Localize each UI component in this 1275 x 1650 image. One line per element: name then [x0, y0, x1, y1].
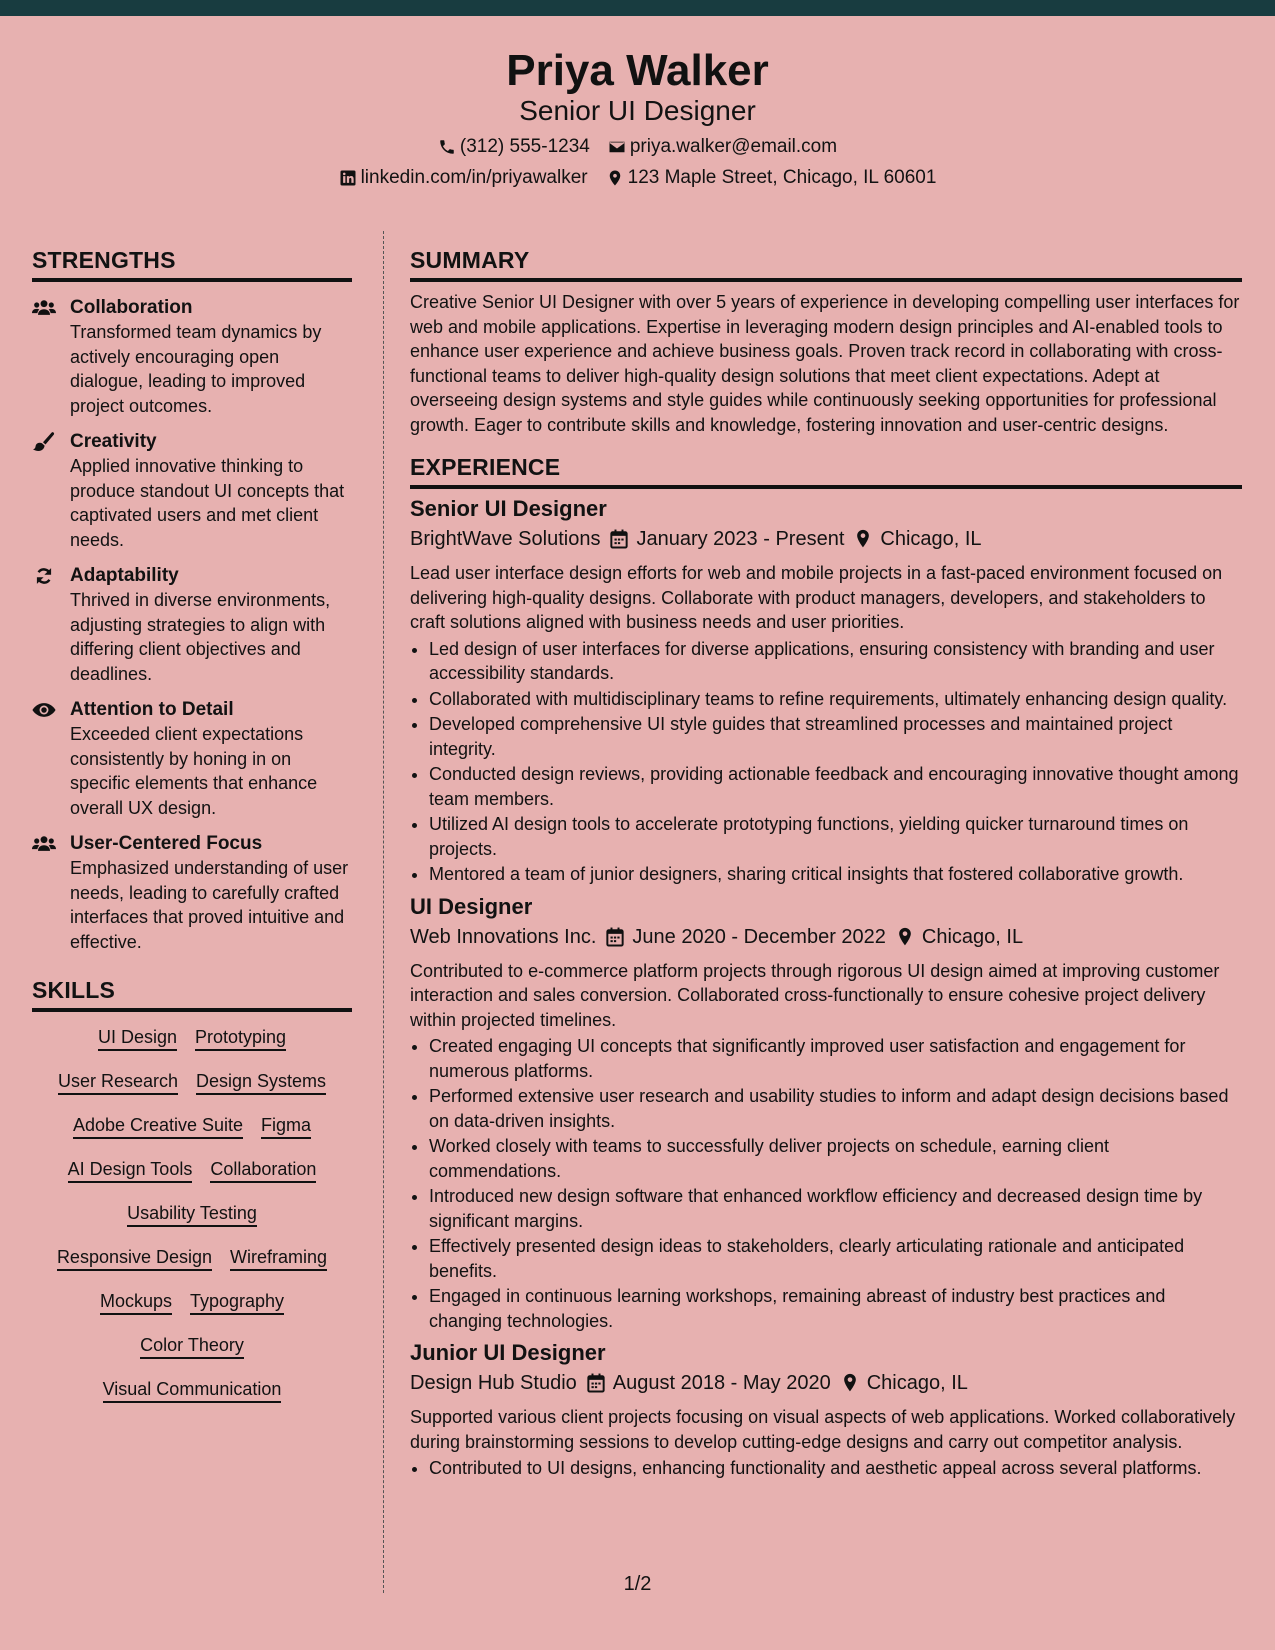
- map-pin-icon: [854, 529, 872, 549]
- email-text: priya.walker@email.com: [629, 136, 838, 157]
- location-text: Chicago, IL: [866, 1372, 968, 1394]
- bullet-item: • Contributed to UI designs, enhancing functionality and aesthetic appeal across several platforms.: [429, 1456, 1242, 1481]
- skill-tag: Figma: [261, 1114, 311, 1139]
- job-entry: [410, 893, 1242, 1334]
- strengths-heading: STRENGTHS: [32, 244, 352, 282]
- skill-row: [32, 1378, 352, 1403]
- address-contact: [606, 166, 937, 190]
- skill-row: [32, 1246, 352, 1271]
- strength-item: [32, 564, 352, 686]
- location-text: Chicago, IL: [880, 528, 982, 550]
- strength-item: [32, 430, 352, 552]
- job-meta: [410, 1369, 1242, 1397]
- bullet-item: • Utilized AI design tools to accelerate prototyping functions, yielding quicker turnaround times on projects.: [429, 812, 1242, 861]
- skills-heading: SKILLS: [32, 974, 352, 1012]
- job-entry: [410, 1339, 1242, 1481]
- experience-heading: EXPERIENCE: [410, 451, 1242, 489]
- strength-title: Creativity: [70, 431, 157, 452]
- skill-tag: Collaboration: [210, 1158, 316, 1183]
- skill-tag: Prototyping: [195, 1026, 286, 1051]
- contact-row-1: [0, 135, 1275, 159]
- calendar-icon: [610, 529, 628, 549]
- strength-description: Emphasized understanding of user needs, leading to carefully crafted interfaces that proved intuitive and effective.: [70, 858, 349, 952]
- strength-description: Transformed team dynamics by actively encouraging open dialogue, leading to improved project outcomes.: [70, 322, 322, 416]
- envelope-icon: [608, 138, 626, 156]
- calendar-icon: [606, 927, 624, 947]
- bullet-item: • Performed extensive user research and usability studies to inform and adapt design decisions based on data-driven insights.: [429, 1084, 1242, 1133]
- location-text: Chicago, IL: [921, 925, 1024, 948]
- skills-list: [32, 1026, 352, 1403]
- linkedin-icon: [339, 169, 357, 187]
- strength-title: Attention to Detail: [70, 699, 234, 720]
- job-meta: [410, 525, 1242, 553]
- job-bullets: [410, 1456, 1242, 1481]
- linkedin-contact[interactable]: [339, 166, 588, 190]
- skill-row: [32, 1070, 352, 1095]
- job-description: Supported various client projects focusing on visual aspects of web applications. Worked collaboratively during brainstorming sessions to develop cutting-edge designs and carry out competitor analysis.: [410, 1407, 1236, 1452]
- skill-tag: Wireframing: [230, 1246, 327, 1271]
- skill-row: [32, 1202, 352, 1227]
- bullet-item: • Conducted design reviews, providing actionable feedback and encouraging innovative thought among team members.: [429, 762, 1242, 811]
- candidate-title: Senior UI Designer: [519, 95, 756, 126]
- skill-row: [32, 1334, 352, 1359]
- job-location: [896, 923, 1023, 951]
- strength-description: Exceeded client expectations consistently by honing in on specific elements that enhance overall UX design.: [70, 724, 318, 818]
- skill-tag: Usability Testing: [127, 1202, 257, 1227]
- email-contact[interactable]: [608, 135, 837, 159]
- job-title: Senior UI Designer: [410, 496, 607, 521]
- skill-tag: Mockups: [100, 1290, 172, 1315]
- bullet-item: • Worked closely with teams to successfully deliver projects on schedule, earning client commendations.: [429, 1134, 1242, 1183]
- job-location: [854, 525, 981, 553]
- linkedin-text: linkedin.com/in/priyawalker: [360, 167, 588, 188]
- summary-text: Creative Senior UI Designer with over 5 years of experience in developing compelling user interfaces for web and mobile applications. Expertise in leveraging modern design principles and AI-enabled tools to enhance user experience and achieve business goals. Proven track record in collaborating with cross-functional teams to deliver high-quality design solutions that meet client expectations. Adept at overseeing design systems and style guides while continuously seeking opportunities for professional growth. Eager to contribute skills and knowledge, fostering innovation and user-centric designs.: [410, 292, 1240, 435]
- strength-item: [32, 296, 352, 418]
- job-title: UI Designer: [410, 893, 533, 919]
- bullet-item: • Developed comprehensive UI style guides that streamlined processes and maintained project integrity.: [429, 712, 1242, 761]
- strength-description: Thrived in diverse environments, adjusting strategies to align with differing client objectives and deadlines.: [70, 590, 331, 684]
- job-bullets: [410, 637, 1242, 887]
- column-divider: [383, 231, 384, 1593]
- map-pin-icon: [896, 927, 914, 947]
- job-location: [841, 1369, 968, 1397]
- phone-contact[interactable]: [438, 135, 590, 159]
- left-column: [32, 244, 352, 1422]
- address-text: 123 Maple Street, Chicago, IL 60601: [627, 167, 937, 188]
- job-description: Contributed to e-commerce platform projects through rigorous UI design aimed at improving customer interaction and sales conversion. Collaborated cross-functionally to ensure cohesive project delivery within projected timelines.: [410, 960, 1220, 1030]
- strength-title: Adaptability: [70, 565, 179, 586]
- bullet-item: • Created engaging UI concepts that significantly improved user satisfaction and engagement for numerous platforms.: [429, 1034, 1242, 1083]
- strength-title: Collaboration: [70, 297, 193, 318]
- bullet-item: • Mentored a team of junior designers, sharing critical insights that fostered collaborative growth.: [429, 862, 1242, 887]
- top-color-bar: [0, 0, 1275, 16]
- skill-tag: Visual Communication: [103, 1378, 282, 1403]
- job-entry: [410, 495, 1242, 887]
- strength-description: Applied innovative thinking to produce standout UI concepts that captivated users and met client needs.: [70, 456, 345, 550]
- summary-heading: SUMMARY: [410, 244, 1242, 282]
- dates-text: June 2020 - December 2022: [632, 925, 886, 948]
- calendar-icon: [587, 1373, 605, 1393]
- users-icon: [32, 834, 56, 854]
- phone-text: (312) 555-1234: [459, 136, 590, 157]
- strength-item: [32, 832, 352, 954]
- skill-row: [32, 1158, 352, 1183]
- bullet-item: • Introduced new design software that enhanced workflow efficiency and decreased design time by significant margins.: [429, 1184, 1242, 1233]
- skill-tag: AI Design Tools: [68, 1158, 193, 1183]
- right-column: [410, 244, 1242, 1482]
- paintbrush-icon: [32, 432, 56, 452]
- bullet-item: • Led design of user interfaces for diverse applications, ensuring consistency with branding and user accessibility standards.: [429, 637, 1242, 686]
- page-indicator: 1/2: [623, 1573, 652, 1595]
- bullet-item: • Collaborated with multidisciplinary teams to refine requirements, ultimately enhancing design quality.: [429, 687, 1242, 712]
- skill-tag: Responsive Design: [57, 1246, 212, 1271]
- eye-icon: [32, 700, 56, 720]
- job-description: Lead user interface design efforts for web and mobile projects in a fast-paced environment focused on delivering high-quality designs. Collaborate with product managers, developers, and stakeholders to craft solutions aligned with business needs and user priorities.: [410, 563, 1223, 632]
- company-name: Web Innovations Inc.: [410, 925, 597, 948]
- strength-title: User-Centered Focus: [70, 833, 263, 854]
- map-pin-icon: [841, 1373, 859, 1393]
- job-title: Junior UI Designer: [410, 1340, 606, 1365]
- contact-row-2: [0, 166, 1275, 190]
- skill-tag: Adobe Creative Suite: [73, 1114, 243, 1139]
- candidate-name: Priya Walker: [506, 46, 769, 95]
- job-dates: [606, 923, 886, 951]
- skill-tag: User Research: [58, 1070, 178, 1095]
- skill-row: [32, 1290, 352, 1315]
- skill-row: [32, 1026, 352, 1051]
- skill-tag: Typography: [190, 1290, 284, 1315]
- bullet-item: • Engaged in continuous learning workshops, remaining abreast of industry best practices and changing technologies.: [429, 1284, 1242, 1333]
- skill-tag: UI Design: [98, 1026, 177, 1051]
- map-pin-icon: [606, 169, 624, 187]
- skill-row: [32, 1114, 352, 1139]
- phone-icon: [438, 138, 456, 156]
- skill-tag: Design Systems: [196, 1070, 326, 1095]
- refresh-icon: [32, 566, 56, 586]
- users-icon: [32, 298, 56, 318]
- bullet-item: • Effectively presented design ideas to stakeholders, clearly articulating rationale and anticipated benefits.: [429, 1234, 1242, 1283]
- dates-text: January 2023 - Present: [636, 528, 845, 550]
- company-name: BrightWave Solutions: [410, 528, 601, 550]
- skill-tag: Color Theory: [140, 1334, 244, 1359]
- dates-text: August 2018 - May 2020: [612, 1372, 831, 1394]
- job-dates: [587, 1369, 831, 1397]
- company-name: Design Hub Studio: [410, 1372, 577, 1394]
- job-meta: [410, 923, 1242, 951]
- resume-header: [0, 16, 1275, 204]
- strength-item: [32, 698, 352, 820]
- job-dates: [610, 525, 844, 553]
- job-bullets: [410, 1034, 1242, 1333]
